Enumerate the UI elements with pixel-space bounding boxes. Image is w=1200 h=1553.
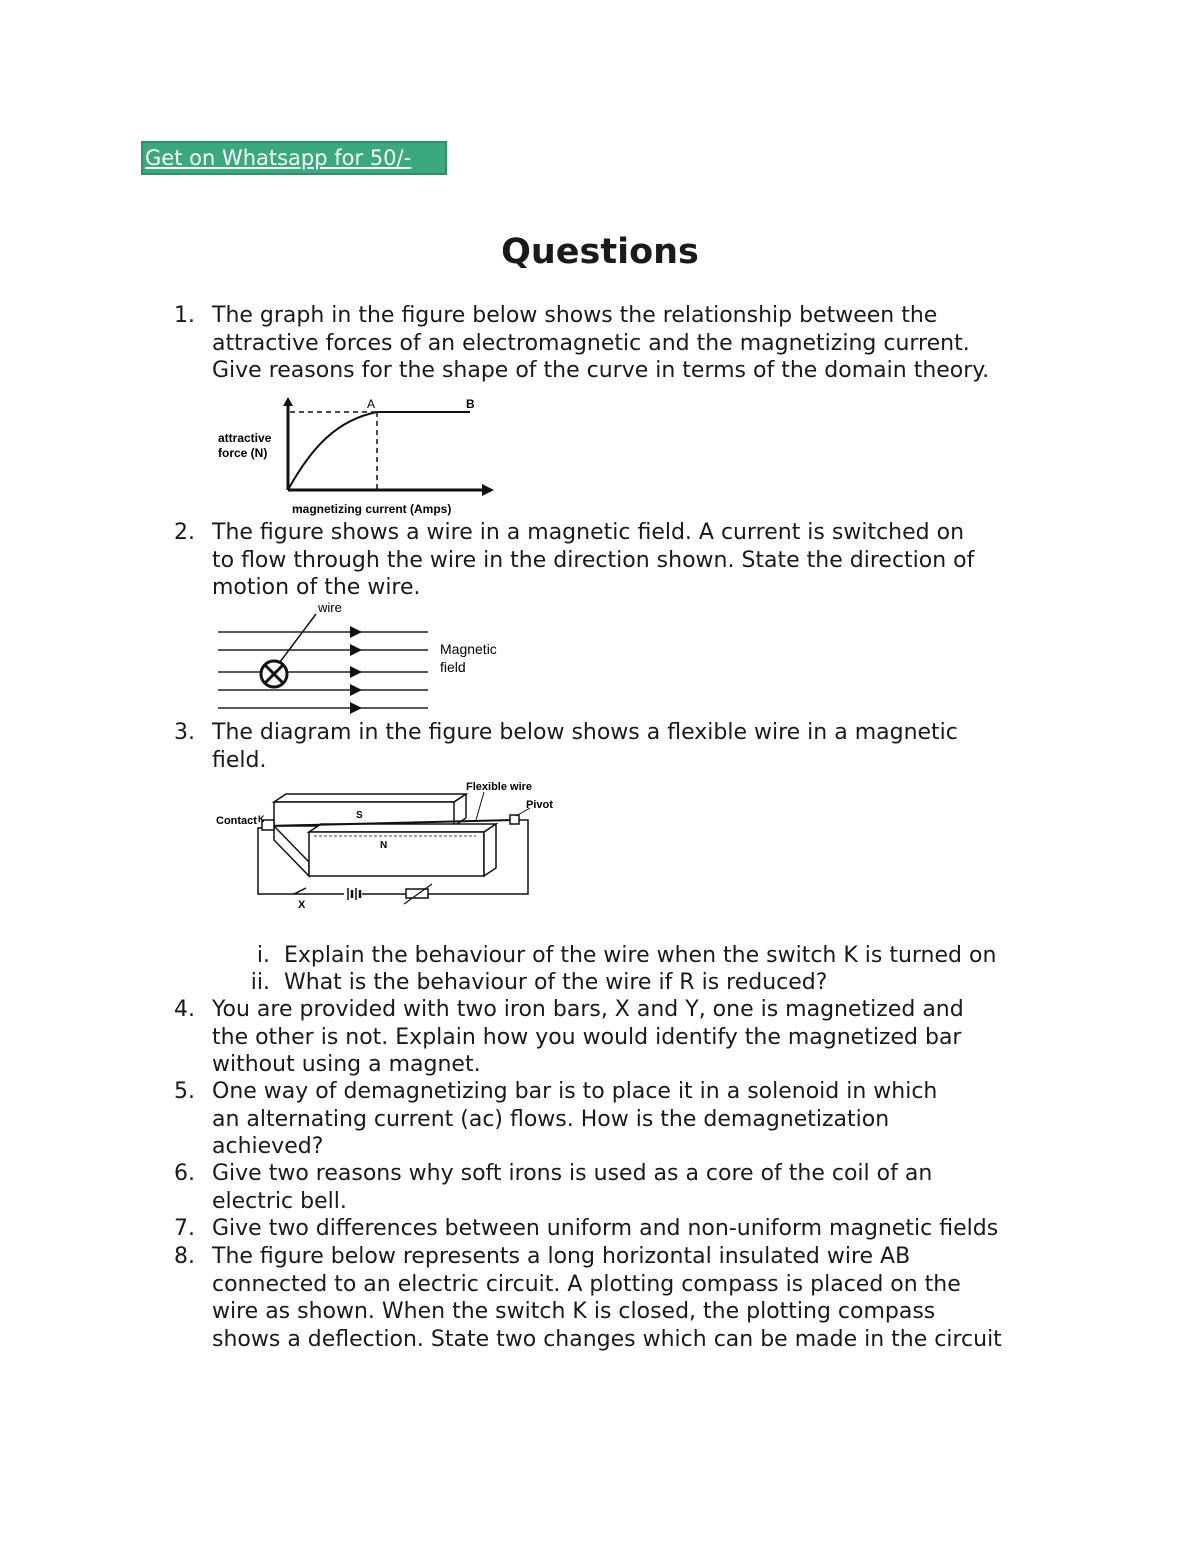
whatsapp-promo-link[interactable]: Get on Whatsapp for 50/-	[142, 142, 446, 174]
question-8: 8. The figure below represents a long horizontal insulated wire AB connected to an electric circuit. A plotting compass is placed on the wire as shown. When the switch K is closed, the plotting compass shows a deflection. State two changes which can be made in the circuit	[174, 1244, 1002, 1352]
y-axis-label-2: force (N)	[218, 446, 268, 460]
flexible-wire-circuit-diagram	[214, 776, 564, 914]
flexible-wire-label: Flexible wire	[466, 781, 533, 793]
wire-label: wire	[318, 600, 342, 615]
page-title: Questions	[501, 232, 699, 272]
switch-k-label: K	[258, 814, 265, 824]
question-3: 3. The diagram in the figure below shows a flexible wire in a magnetic field.	[174, 720, 958, 773]
magnetic-field-label-1: Magnetic	[440, 641, 497, 657]
force-current-graph	[212, 392, 512, 518]
pivot-label: Pivot	[526, 799, 553, 811]
point-a-label: A	[367, 397, 376, 411]
question-7: 7. Give two differences between uniform and non-uniform magnetic fields	[174, 1216, 999, 1241]
y-axis-label-1: attractive	[218, 431, 272, 445]
question-2: 2. The figure shows a wire in a magnetic field. A current is switched on to flow through the wire in the direction shown. State the direction of motion of the wire.	[174, 520, 975, 600]
s-pole-label: S	[356, 810, 363, 821]
magnetic-field-label-2: field	[440, 659, 466, 675]
wire-magnetic-field-diagram	[212, 598, 522, 716]
point-b-label: B	[466, 397, 475, 411]
question-5: 5. One way of demagnetizing bar is to place it in a solenoid in which an alternating current (ac) flows. How is the demagnetization achieved?	[174, 1079, 938, 1159]
subquestion-ii: ii. What is the behaviour of the wire if R is reduced?	[250, 970, 828, 995]
contact-label: Contact	[216, 815, 257, 827]
question-1: 1. The graph in the figure below shows the relationship between the attractive forces of an electromagnetic and the magnetizing current. Give reasons for the shape of the curve in terms of the domain theory.	[174, 303, 990, 383]
x-label: X	[298, 899, 306, 911]
x-axis-label: magnetizing current (Amps)	[292, 502, 452, 516]
question-6: 6. Give two reasons why soft irons is used as a core of the coil of an electric bell.	[174, 1161, 933, 1214]
n-pole-label: N	[380, 840, 388, 851]
subquestion-i: i. Explain the behaviour of the wire when the switch K is turned on	[256, 943, 997, 968]
question-4: 4. You are provided with two iron bars, X and Y, one is magnetized and the other is not. Explain how you would identify the magnetized bar without using a magnet.	[174, 997, 964, 1077]
